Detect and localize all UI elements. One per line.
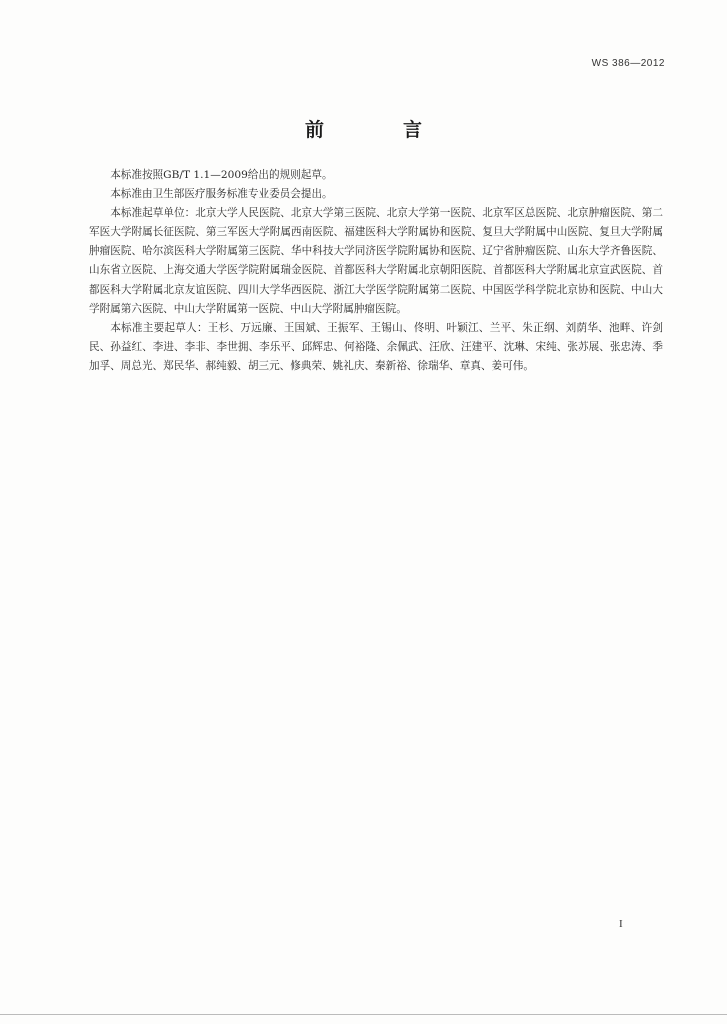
paragraph-drafting-units: 本标准起草单位：北京大学人民医院、北京大学第三医院、北京大学第一医院、北京军区总医院、北京肿瘤医院、第二军医大学附属长征医院、第三军医大学附属西南医院、福建医科大学附属协和医院、复旦大学附属中山医院、复旦大学附属肿瘤医院、哈尔滨医科大学附属第三医院、华中科技大学同济医学院附属协和医院、辽宁省肿瘤医院、山东大学齐鲁医院、山东省立医院、上海交通大学医学院附属瑞金医院、首都医科大学附属北京朝阳医院、首都医科大学附属北京宣武医院、首都医科大学附属北京友谊医院、四川大学华西医院、浙江大学医学院附属第二医院、中国医学科学院北京协和医院、中山大学附属第六医院、中山大学附属第一医院、中山大学附属肿瘤医院。	[89, 207, 663, 315]
paragraph-main-drafters: 本标准主要起草人：王杉、万远廉、王国斌、王振军、王锡山、佟明、叶颖江、兰平、朱正纲、刘荫华、池畔、许剑民、孙益红、李进、李非、李世拥、李乐平、邱辉忠、何裕隆、余佩武、汪欣、汪建平、沈琳、宋纯、张苏展、张忠涛、季加孚、周总光、郑民华、郝纯毅、胡三元、修典荣、姚礼庆、秦新裕、徐瑞华、章真、姜可伟。	[89, 321, 663, 372]
page-title: 前 言	[304, 119, 452, 141]
bottom-edge-line	[0, 1014, 727, 1015]
preface-body	[89, 166, 663, 376]
standard-code: WS 386—2012	[591, 58, 665, 69]
paragraph-proposer: 本标准由卫生部医疗服务标准专业委员会提出。	[110, 188, 333, 201]
paragraph-drafting-rules: 本标准按照GB/T 1.1—2009给出的规则起草。	[110, 169, 333, 181]
page-number: I	[619, 918, 623, 930]
